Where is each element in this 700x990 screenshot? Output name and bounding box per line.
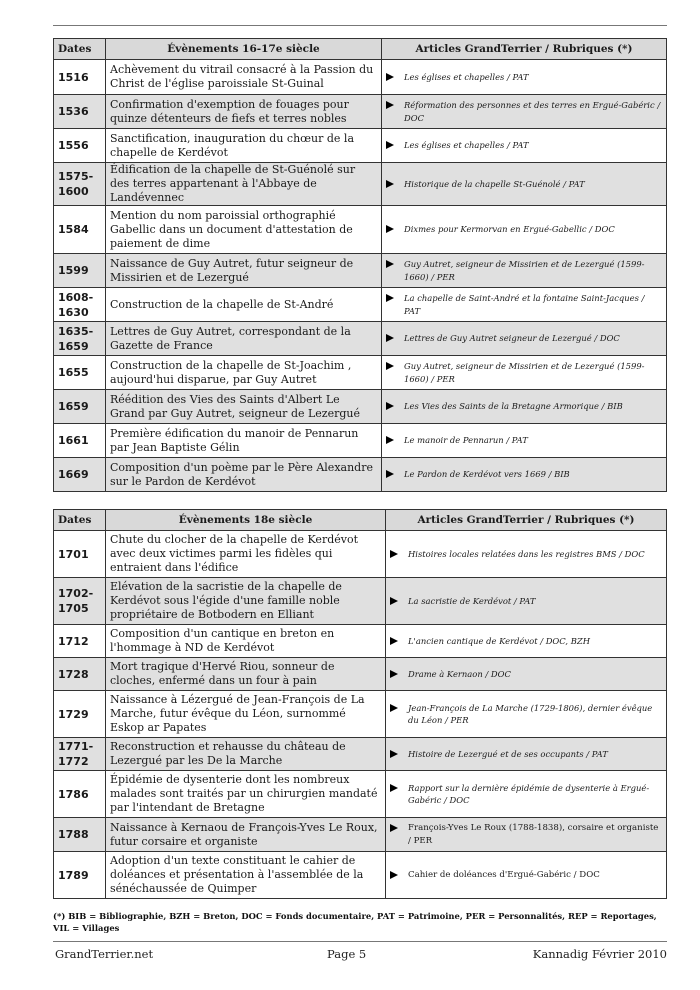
date-cell: 1516 (54, 60, 106, 95)
article-link[interactable]: Rapport sur la dernière épidémie de dysenterie à Ergué-Gabéric / DOC (408, 782, 650, 805)
column-header-dates: Dates (54, 39, 106, 60)
triangle-right-icon (390, 871, 398, 879)
table-row (54, 578, 667, 625)
article-cell (382, 322, 667, 356)
article-cell (386, 625, 667, 658)
date-cell: 1702-1705 (54, 578, 106, 625)
date-cell: 1786 (54, 771, 106, 818)
date-cell: 1584 (54, 206, 106, 254)
date-cell: 1729 (54, 691, 106, 738)
triangle-right-icon (390, 704, 398, 712)
article-link[interactable]: Histoire de Lezergué et de ses occupants / PAT (408, 748, 608, 759)
article-cell (382, 95, 667, 129)
table-row (54, 356, 667, 390)
rubric-legend-footnote: (*) BIB = Bibliographie, BZH = Breton, DOC = Fonds documentaire, PAT = Patrimoine, PER = Personnalités, REP = Reportages, VIL = Villages (53, 911, 657, 933)
table-header-row (54, 39, 667, 60)
table-row (54, 852, 667, 899)
column-header-articles: Articles GrandTerrier / Rubriques (*) (382, 39, 667, 60)
event-cell: Confirmation d'exemption de fouages pour quinze détenteurs de fiefs et terres nobles (106, 95, 382, 129)
table-row (54, 60, 667, 95)
article-cell (382, 129, 667, 163)
article-cell (386, 691, 667, 738)
triangle-right-icon (386, 180, 394, 188)
article-link[interactable]: Histoires locales relatées dans les registres BMS / DOC (408, 548, 645, 559)
table-header-row (54, 510, 667, 531)
triangle-right-icon (386, 436, 394, 444)
date-cell: 1575-1600 (54, 163, 106, 206)
top-divider (53, 25, 667, 26)
article-link[interactable]: Historique de la chapelle St-Guénolé / PAT (404, 178, 585, 189)
date-cell: 1701 (54, 531, 106, 578)
table-row (54, 771, 667, 818)
date-cell: 1608-1630 (54, 288, 106, 322)
event-cell: Épidémie de dysenterie dont les nombreux malades sont traités par un chirurgien mandaté par l'intendant de Bretagne (106, 771, 386, 818)
article-link[interactable]: Les Vies des Saints de la Bretagne Armorique / BIB (404, 401, 623, 412)
article-cell (386, 658, 667, 691)
event-cell: Reconstruction et rehausse du château de Lezergué par les De la Marche (106, 738, 386, 771)
date-cell: 1771-1772 (54, 738, 106, 771)
event-cell: Édification de la chapelle de St-Guénolé sur des terres appartenant à l'Abbaye de Landévennec (106, 163, 382, 206)
triangle-right-icon (390, 784, 398, 792)
triangle-right-icon (390, 750, 398, 758)
article-cell (382, 288, 667, 322)
triangle-right-icon (390, 550, 398, 558)
article-cell (386, 531, 667, 578)
article-link[interactable]: Les églises et chapelles / PAT (404, 140, 529, 151)
triangle-right-icon (386, 294, 394, 302)
table-row (54, 424, 667, 458)
triangle-right-icon (390, 597, 398, 605)
table-row (54, 322, 667, 356)
event-cell: Naissance à Lézergué de Jean-François de La Marche, futur évêque du Léon, surnommé Eskop ar Papates (106, 691, 386, 738)
article-cell (386, 578, 667, 625)
event-cell: Composition d'un poème par le Père Alexandre sur le Pardon de Kerdévot (106, 458, 382, 492)
table-row (54, 458, 667, 492)
article-link[interactable]: La chapelle de Saint-André et la fontaine Saint-Jacques / PAT (404, 293, 645, 316)
table-row (54, 95, 667, 129)
table-row (54, 129, 667, 163)
event-cell: Chute du clocher de la chapelle de Kerdévot avec deux victimes parmi les fidèles qui entraient dans l'édifice (106, 531, 386, 578)
triangle-right-icon (390, 670, 398, 678)
article-cell (382, 424, 667, 458)
event-cell: Naissance à Kernaou de François-Yves Le Roux, futur corsaire et organiste (106, 818, 386, 852)
chronology-table-16-17th-century (53, 38, 667, 492)
table-row (54, 531, 667, 578)
article-link[interactable]: Guy Autret, seigneur de Missirien et de Lezergué (1599-1660) / PER (404, 259, 645, 282)
article-cell (382, 254, 667, 288)
date-cell: 1728 (54, 658, 106, 691)
article-cell (382, 458, 667, 492)
footer-page-number: Page 5 (327, 947, 367, 961)
article-link[interactable]: L'ancien cantique de Kerdévot / DOC, BZH (408, 635, 590, 646)
article-cell (382, 163, 667, 206)
table-row (54, 738, 667, 771)
event-cell: Mort tragique d'Hervé Riou, sonneur de cloches, enfermé dans un four à pain (106, 658, 386, 691)
article-link[interactable]: François-Yves Le Roux (1788-1838), corsaire et organiste / PER (408, 823, 659, 846)
triangle-right-icon (386, 470, 394, 478)
date-cell: 1556 (54, 129, 106, 163)
table-row (54, 691, 667, 738)
article-link[interactable]: Guy Autret, seigneur de Missirien et de Lezergué (1599-1660) / PER (404, 361, 645, 384)
article-link[interactable]: La sacristie de Kerdévot / PAT (408, 595, 536, 606)
article-cell (382, 206, 667, 254)
triangle-right-icon (390, 824, 398, 832)
triangle-right-icon (386, 334, 394, 342)
triangle-right-icon (386, 101, 394, 109)
table-row (54, 206, 667, 254)
date-cell: 1536 (54, 95, 106, 129)
article-link[interactable]: Drame à Kernaon / DOC (408, 668, 511, 679)
date-cell: 1669 (54, 458, 106, 492)
event-cell: Réédition des Vies des Saints d'Albert Le Grand par Guy Autret, seigneur de Lezergué (106, 390, 382, 424)
table-row (54, 625, 667, 658)
triangle-right-icon (386, 141, 394, 149)
article-link[interactable]: Les églises et chapelles / PAT (404, 71, 529, 82)
article-cell (386, 852, 667, 899)
event-cell: Construction de la chapelle de St-André (106, 288, 382, 322)
table-row (54, 254, 667, 288)
event-cell: Sanctification, inauguration du chœur de la chapelle de Kerdévot (106, 129, 382, 163)
event-cell: Première édification du manoir de Pennarun par Jean Baptiste Gélin (106, 424, 382, 458)
article-link[interactable]: Le Pardon de Kerdévot vers 1669 / BIB (404, 469, 570, 480)
event-cell: Composition d'un cantique en breton en l'hommage à ND de Kerdévot (106, 625, 386, 658)
column-header-events: Évènements 16-17e siècle (106, 39, 382, 60)
event-cell: Lettres de Guy Autret, correspondant de la Gazette de France (106, 322, 382, 356)
article-link[interactable]: Dixmes pour Kermorvan en Ergué-Gabellic / DOC (404, 224, 615, 235)
chronology-table-18th-century (53, 509, 667, 899)
article-cell (386, 738, 667, 771)
table-row (54, 288, 667, 322)
date-cell: 1788 (54, 818, 106, 852)
event-cell: Mention du nom paroissial orthographié Gabellic dans un document d'attestation de paiement de dime (106, 206, 382, 254)
date-cell: 1599 (54, 254, 106, 288)
article-cell (386, 818, 667, 852)
article-link[interactable]: Cahier de doléances d'Ergué-Gabéric / DOC (408, 869, 600, 880)
triangle-right-icon (386, 260, 394, 268)
triangle-right-icon (386, 402, 394, 410)
page-footer (55, 947, 667, 963)
bottom-divider (53, 941, 667, 942)
footer-edition: Kannadig Février 2010 (532, 947, 667, 961)
article-link[interactable]: Lettres de Guy Autret seigneur de Lezergué / DOC (404, 333, 620, 344)
footer-site-name: GrandTerrier.net (55, 947, 154, 961)
event-cell: Adoption d'un texte constituant le cahier de doléances et présentation à l'assemblée de la sénéchaussée de Quimper (106, 852, 386, 899)
event-cell: Achèvement du vitrail consacré à la Passion du Christ de l'église paroissiale St-Guinal (106, 60, 382, 95)
article-cell (382, 356, 667, 390)
column-header-dates: Dates (54, 510, 106, 531)
triangle-right-icon (386, 73, 394, 81)
table-row (54, 163, 667, 206)
date-cell: 1635-1659 (54, 322, 106, 356)
date-cell: 1789 (54, 852, 106, 899)
article-link[interactable]: Jean-François de La Marche (1729-1806), dernier évêque du Léon / PER (408, 702, 653, 725)
article-cell (382, 390, 667, 424)
table-row (54, 818, 667, 852)
event-cell: Elévation de la sacristie de la chapelle de Kerdévot sous l'égide d'une famille noble propriétaire de Botbodern en Elliant (106, 578, 386, 625)
column-header-articles: Articles GrandTerrier / Rubriques (*) (386, 510, 667, 531)
date-cell: 1659 (54, 390, 106, 424)
triangle-right-icon (386, 225, 394, 233)
date-cell: 1661 (54, 424, 106, 458)
date-cell: 1655 (54, 356, 106, 390)
article-link[interactable]: Réformation des personnes et des terres en Ergué-Gabéric / DOC (404, 100, 661, 123)
article-cell (386, 771, 667, 818)
column-header-events: Évènements 18e siècle (106, 510, 386, 531)
table-row (54, 658, 667, 691)
table-row (54, 390, 667, 424)
event-cell: Naissance de Guy Autret, futur seigneur de Missirien et de Lezergué (106, 254, 382, 288)
article-link[interactable]: Le manoir de Pennarun / PAT (404, 435, 528, 446)
article-cell (382, 60, 667, 95)
triangle-right-icon (386, 362, 394, 370)
triangle-right-icon (390, 637, 398, 645)
date-cell: 1712 (54, 625, 106, 658)
event-cell: Construction de la chapelle de St-Joachim , aujourd'hui disparue, par Guy Autret (106, 356, 382, 390)
